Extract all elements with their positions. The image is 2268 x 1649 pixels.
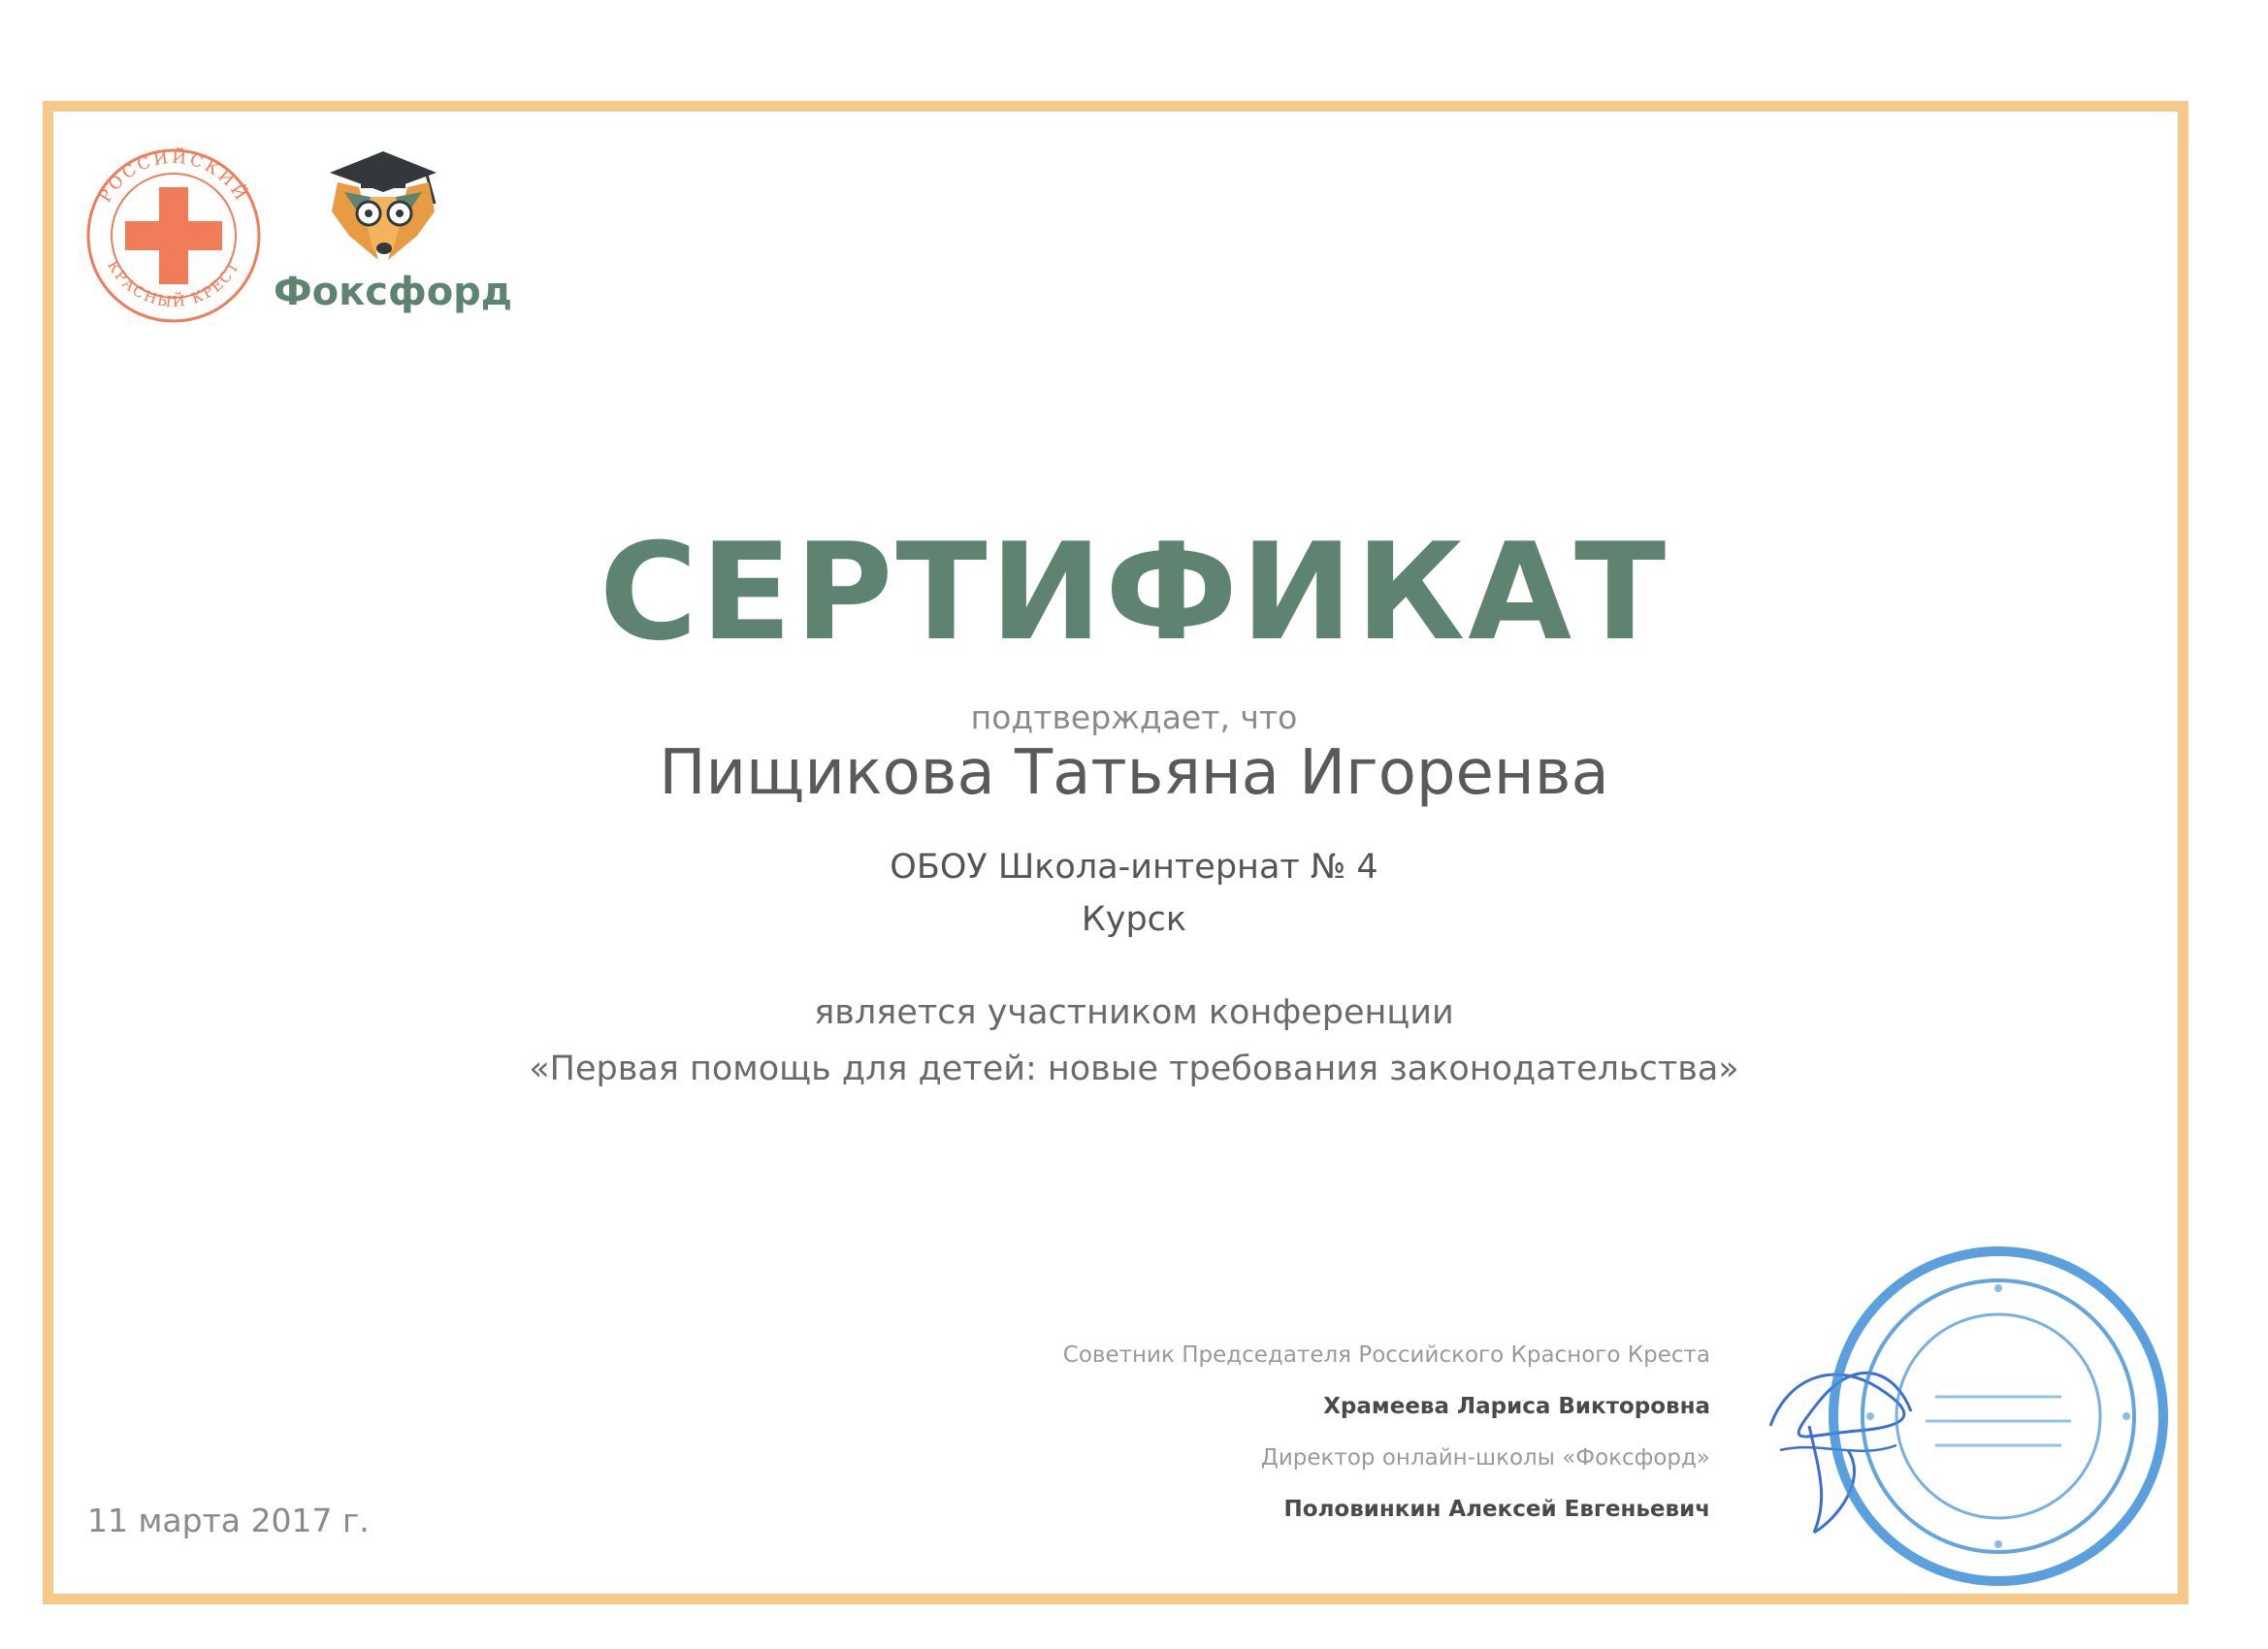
participant-text: является участником конференции — [814, 993, 1454, 1032]
signatory-1-name: Храмеева Лариса Викторовна — [1323, 1394, 1710, 1419]
seal-stamp-icon — [1824, 1242, 2173, 1591]
conference-title: «Первая помощь для детей: новые требования законодательства» — [529, 1050, 1739, 1088]
city-name: Курск — [1081, 900, 1187, 939]
red-cross-arc-bottom: КРАСНЫЙ КРЕСТ — [104, 257, 243, 311]
foxford-fox-icon — [320, 144, 446, 270]
red-cross-arc-top: РОССИЙСКИЙ — [95, 147, 252, 207]
certificate-title: СЕРТИФИКАТ — [599, 514, 1669, 670]
signatory-2-name: Половинкин Алексей Евгеньевич — [1283, 1497, 1710, 1522]
certificate-date: 11 марта 2017 г. — [87, 1502, 370, 1539]
confirms-text: подтверждает, что — [970, 698, 1298, 736]
foxford-name: Фоксфорд — [274, 270, 513, 314]
school-name: ОБОУ Школа-интернат № 4 — [890, 848, 1378, 887]
signatory-1-role: Советник Председателя Российского Красного Креста — [1062, 1342, 1710, 1368]
red-cross-logo-icon — [81, 144, 266, 328]
person-name: Пищикова Татьяна Игоренва — [659, 737, 1609, 809]
signatory-2-role: Директор онлайн-школы «Фоксфорд» — [1260, 1445, 1710, 1471]
